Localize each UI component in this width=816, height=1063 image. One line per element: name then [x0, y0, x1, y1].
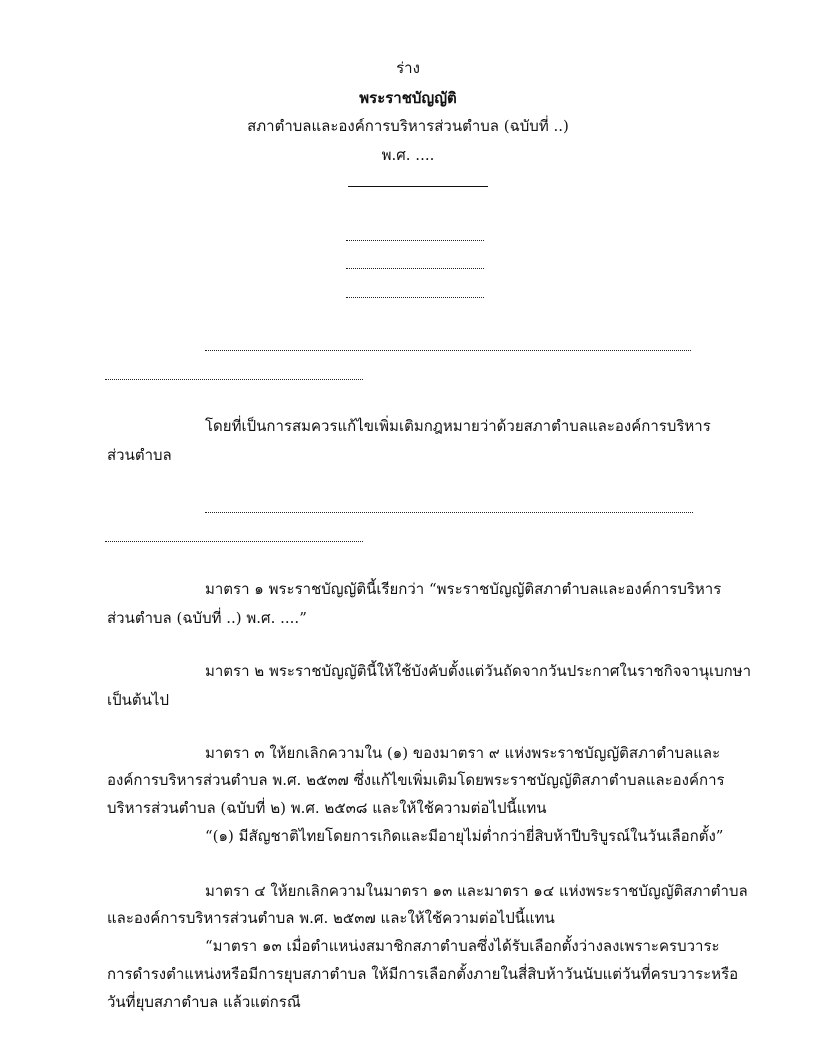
draft-label: ร่าง [396, 59, 420, 77]
section-line: วันที่ยุบสภาตำบล แล้วแต่กรณี [107, 993, 301, 1011]
section-line: มาตรา ๔ ให้ยกเลิกความในมาตรา ๑๓ และมาตรา ๑๔ แห่งพระราชบัญญัติสภาตำบล [205, 882, 748, 900]
section-line: ส่วนตำบล (ฉบับที่ ..) พ.ศ. ....” [107, 609, 307, 627]
section-line: มาตรา ๑ พระราชบัญญัตินี้เรียกว่า “พระราชบัญญัติสภาตำบลและองค์การบริหาร [205, 580, 722, 598]
section-line: และองค์การบริหารส่วนตำบล พ.ศ. ๒๕๓๗ และให้ใช้ความต่อไปนี้แทน [107, 909, 555, 927]
dotted-line [205, 350, 691, 351]
act-title: พระราชบัญญัติ [359, 89, 457, 107]
act-subtitle: สภาตำบลและองค์การบริหารส่วนตำบล (ฉบับที่ ..) [247, 117, 569, 135]
act-year: พ.ศ. .... [381, 146, 435, 164]
dotted-line [105, 379, 363, 380]
section-line: องค์การบริหารส่วนตำบล พ.ศ. ๒๕๓๗ ซึ่งแก้ไขเพิ่มเติมโดยพระราชบัญญัติสภาตำบลและองค์การ [107, 771, 725, 789]
section-line: เป็นต้นไป [107, 691, 169, 709]
dotted-line [346, 297, 484, 298]
section-line: “มาตรา ๑๓ เมื่อตำแหน่งสมาชิกสภาตำบลซึ่งได้รับเลือกตั้งว่างลงเพราะครบวาระ [205, 937, 720, 955]
title-underline [348, 186, 488, 187]
preamble-line: โดยที่เป็นการสมควรแก้ไขเพิ่มเติมกฎหมายว่าด้วยสภาตำบลและองค์การบริหาร [205, 417, 711, 435]
section-line: “(๑) มีสัญชาติไทยโดยการเกิดและมีอายุไม่ต่ำกว่ายี่สิบห้าปีบริบูรณ์ในวันเลือกตั้ง” [205, 827, 724, 845]
dotted-line [105, 541, 363, 542]
section-line: มาตรา ๓ ให้ยกเลิกความใน (๑) ของมาตรา ๙ แห่งพระราชบัญญัติสภาตำบลและ [205, 744, 721, 762]
dotted-line [346, 240, 484, 241]
section-line: บริหารส่วนตำบล (ฉบับที่ ๒) พ.ศ. ๒๕๓๘ และให้ใช้ความต่อไปนี้แทน [107, 799, 547, 817]
dotted-line [205, 512, 693, 513]
preamble-line: ส่วนตำบล [107, 446, 172, 464]
section-line: มาตรา ๒ พระราชบัญญัตินี้ให้ใช้บังคับตั้งแต่วันถัดจากวันประกาศในราชกิจจานุเบกษา [205, 662, 752, 680]
dotted-line [346, 268, 484, 269]
section-line: การดำรงตำแหน่งหรือมีการยุบสภาตำบล ให้มีการเลือกตั้งภายในสี่สิบห้าวันนับแต่วันที่ครบวาระหรือ [107, 965, 739, 983]
